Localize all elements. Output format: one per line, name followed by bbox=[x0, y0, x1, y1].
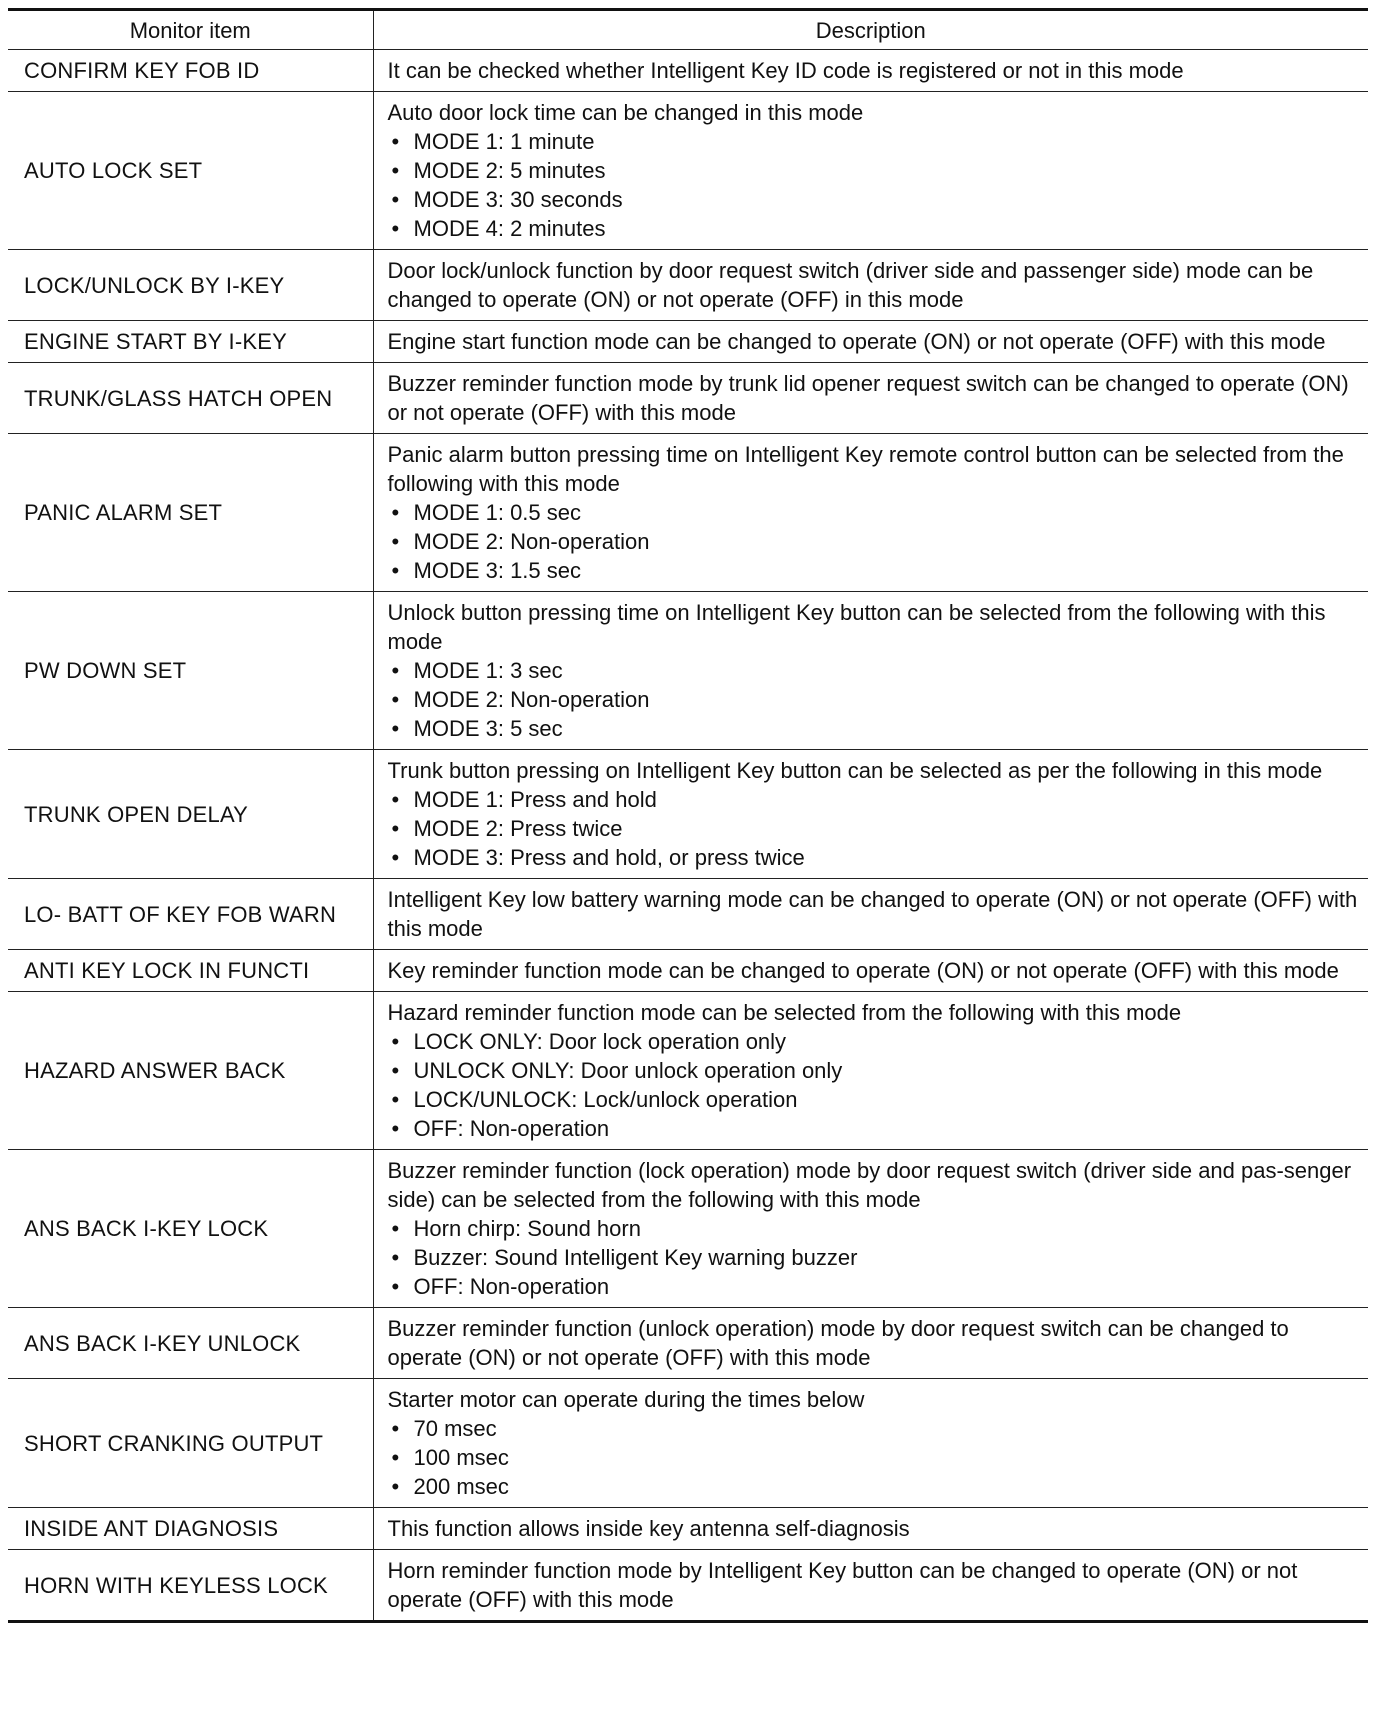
table-row bbox=[8, 1508, 1368, 1550]
description-cell bbox=[373, 1508, 1368, 1550]
option-list-item: • LOCK/UNLOCK: Lock/unlock operation bbox=[388, 1085, 1359, 1114]
option-list bbox=[388, 1214, 1359, 1301]
option-list-item: • LOCK ONLY: Door lock operation only bbox=[388, 1027, 1359, 1056]
monitor-item-cell: TRUNK OPEN DELAY bbox=[8, 750, 373, 879]
description-text: Trunk button pressing on Intelligent Key button can be selected as per the following in this mode bbox=[387, 758, 1323, 783]
monitor-item-cell: AUTO LOCK SET bbox=[8, 92, 373, 250]
description-text: Unlock button pressing time on Intelligent Key button can be selected from the following with this mode bbox=[387, 600, 1326, 654]
option-list-item: • MODE 2: Non-operation bbox=[388, 685, 1359, 714]
monitor-item-cell: ANTI KEY LOCK IN FUNCTI bbox=[8, 950, 373, 992]
option-list-item: • MODE 4: 2 minutes bbox=[388, 214, 1359, 243]
table-row bbox=[8, 434, 1368, 592]
monitor-item-cell: HORN WITH KEYLESS LOCK bbox=[8, 1550, 373, 1622]
option-list-item: • MODE 2: 5 minutes bbox=[388, 156, 1359, 185]
description-text: Intelligent Key low battery warning mode can be changed to operate (ON) or not operate (OFF) with this mode bbox=[387, 887, 1358, 941]
option-list-item: • OFF: Non-operation bbox=[388, 1272, 1359, 1301]
table-row bbox=[8, 1379, 1368, 1508]
monitor-item-cell: ENGINE START BY I-KEY bbox=[8, 321, 373, 363]
table-row bbox=[8, 1150, 1368, 1308]
monitor-item-table bbox=[8, 8, 1368, 1623]
description-text: Engine start function mode can be changed to operate (ON) or not operate (OFF) with this mode bbox=[387, 329, 1326, 354]
description-text: Buzzer reminder function mode by trunk lid opener request switch can be changed to operate (ON) or not operate (OFF) with this mode bbox=[387, 371, 1349, 425]
description-cell bbox=[373, 1150, 1368, 1308]
description-cell bbox=[373, 992, 1368, 1150]
option-list-item: • MODE 1: 1 minute bbox=[388, 127, 1359, 156]
description-text: This function allows inside key antenna self-diagnosis bbox=[387, 1516, 910, 1541]
table-row bbox=[8, 321, 1368, 363]
option-list-item: • MODE 1: 3 sec bbox=[388, 656, 1359, 685]
monitor-item-cell: HAZARD ANSWER BACK bbox=[8, 992, 373, 1150]
monitor-item-cell: ANS BACK I-KEY LOCK bbox=[8, 1150, 373, 1308]
option-list-item: • MODE 1: 0.5 sec bbox=[388, 498, 1359, 527]
description-cell bbox=[373, 250, 1368, 321]
description-cell bbox=[373, 750, 1368, 879]
table-row bbox=[8, 592, 1368, 750]
option-list-item: • MODE 3: Press and hold, or press twice bbox=[388, 843, 1359, 872]
column-header-monitor-item: Monitor item bbox=[8, 10, 373, 50]
table-row bbox=[8, 750, 1368, 879]
description-cell bbox=[373, 950, 1368, 992]
option-list-item: • Horn chirp: Sound horn bbox=[388, 1214, 1359, 1243]
option-list-item: • OFF: Non-operation bbox=[388, 1114, 1359, 1143]
option-list bbox=[388, 127, 1359, 243]
option-list-item: • MODE 1: Press and hold bbox=[388, 785, 1359, 814]
option-list-item: • MODE 3: 5 sec bbox=[388, 714, 1359, 743]
monitor-item-cell: INSIDE ANT DIAGNOSIS bbox=[8, 1508, 373, 1550]
option-list-item: • UNLOCK ONLY: Door unlock operation only bbox=[388, 1056, 1359, 1085]
table-row bbox=[8, 879, 1368, 950]
table-header-row bbox=[8, 10, 1368, 50]
option-list bbox=[388, 1027, 1359, 1143]
description-cell bbox=[373, 1379, 1368, 1508]
description-cell bbox=[373, 92, 1368, 250]
description-text: It can be checked whether Intelligent Key ID code is registered or not in this mode bbox=[387, 58, 1184, 83]
monitor-item-cell: ANS BACK I-KEY UNLOCK bbox=[8, 1308, 373, 1379]
description-cell bbox=[373, 879, 1368, 950]
option-list bbox=[388, 785, 1359, 872]
option-list bbox=[388, 656, 1359, 743]
option-list-item: • MODE 2: Press twice bbox=[388, 814, 1359, 843]
description-cell bbox=[373, 434, 1368, 592]
monitor-item-cell: SHORT CRANKING OUTPUT bbox=[8, 1379, 373, 1508]
description-text: Starter motor can operate during the times below bbox=[387, 1387, 865, 1412]
description-cell bbox=[373, 321, 1368, 363]
table-row bbox=[8, 1550, 1368, 1622]
option-list-item: • MODE 3: 30 seconds bbox=[388, 185, 1359, 214]
table-row bbox=[8, 50, 1368, 92]
monitor-item-cell: LO- BATT OF KEY FOB WARN bbox=[8, 879, 373, 950]
option-list-item: • MODE 3: 1.5 sec bbox=[388, 556, 1359, 585]
description-text: Hazard reminder function mode can be selected from the following with this mode bbox=[387, 1000, 1182, 1025]
table-row bbox=[8, 363, 1368, 434]
monitor-item-cell: PW DOWN SET bbox=[8, 592, 373, 750]
description-cell bbox=[373, 50, 1368, 92]
table-row bbox=[8, 992, 1368, 1150]
description-text: Key reminder function mode can be changed to operate (ON) or not operate (OFF) with this mode bbox=[387, 958, 1339, 983]
table-body bbox=[8, 50, 1368, 1622]
option-list-item: • 70 msec bbox=[388, 1414, 1359, 1443]
description-text: Auto door lock time can be changed in this mode bbox=[387, 100, 864, 125]
monitor-item-cell: PANIC ALARM SET bbox=[8, 434, 373, 592]
option-list-item: • 100 msec bbox=[388, 1443, 1359, 1472]
table-row bbox=[8, 92, 1368, 250]
option-list bbox=[388, 498, 1359, 585]
table-row bbox=[8, 250, 1368, 321]
monitor-item-cell: CONFIRM KEY FOB ID bbox=[8, 50, 373, 92]
option-list bbox=[388, 1414, 1359, 1501]
table-row bbox=[8, 950, 1368, 992]
description-text: Horn reminder function mode by Intelligent Key button can be changed to operate (ON) or not operate (OFF) with this mode bbox=[387, 1558, 1298, 1612]
option-list-item: • MODE 2: Non-operation bbox=[388, 527, 1359, 556]
description-text: Door lock/unlock function by door request switch (driver side and passenger side) mode can be changed to operate (ON) or not operate (OFF) in this mode bbox=[387, 258, 1314, 312]
description-text: Buzzer reminder function (lock operation) mode by door request switch (driver side and pas-senger side) can be selected from the following with this mode bbox=[387, 1158, 1352, 1212]
description-cell bbox=[373, 1550, 1368, 1622]
monitor-item-cell: TRUNK/GLASS HATCH OPEN bbox=[8, 363, 373, 434]
description-text: Buzzer reminder function (unlock operation) mode by door request switch can be changed to operate (ON) or not operate (OFF) with this mode bbox=[387, 1316, 1289, 1370]
monitor-item-cell: LOCK/UNLOCK BY I-KEY bbox=[8, 250, 373, 321]
option-list-item: • Buzzer: Sound Intelligent Key warning buzzer bbox=[388, 1243, 1359, 1272]
description-cell bbox=[373, 363, 1368, 434]
description-text: Panic alarm button pressing time on Intelligent Key remote control button can be selected from the following with this mode bbox=[387, 442, 1344, 496]
column-header-description: Description bbox=[373, 10, 1368, 50]
table-row bbox=[8, 1308, 1368, 1379]
option-list-item: • 200 msec bbox=[388, 1472, 1359, 1501]
monitor-item-table-container bbox=[8, 8, 1368, 1623]
description-cell bbox=[373, 592, 1368, 750]
description-cell bbox=[373, 1308, 1368, 1379]
